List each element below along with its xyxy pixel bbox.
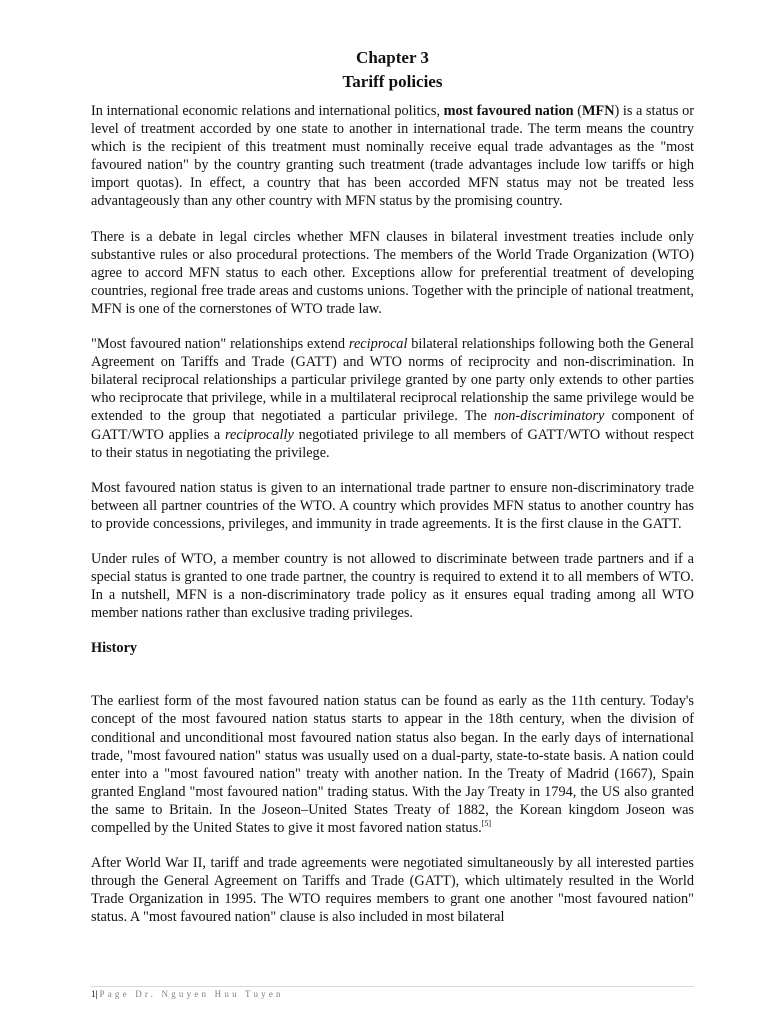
page-number: 1 [91, 989, 96, 999]
paragraph-mfn-status-given: Most favoured nation status is given to an international trade partner to ensure non-discriminatory trade between all partner countries of the WTO. A country which provides MFN status to another country has to provide concessions, privileges, and immunity in trade agreements. It is the first clause in the GATT. [91, 479, 694, 532]
chapter-title: Tariff policies [342, 72, 443, 91]
paragraph-wto-rules: Under rules of WTO, a member country is not allowed to discriminate between trade partners and if a special status is granted to one trade partner, the country is required to extend it to all members of WTO. In a nutshell, MFN is a non-discriminatory trade policy as it ensures equal trading among all WTO member nations rather than exclusive trading privileges. [91, 550, 694, 622]
paragraph-legal-debate: There is a debate in legal circles whether MFN clauses in bilateral investment treaties include only substantive rules or also procedural protections. The members of the World Trade Organization (WTO) agree to accord MFN status to each other. Exceptions allow for preferential treatment of developing countries, regional free trade areas and customs unions. Together with the principle of national treatment, MFN is one of the cornerstones of WTO trade law. [91, 228, 694, 317]
footer-separator: | [95, 989, 98, 999]
footer-text: Page Dr. Nguyen Huu Tuyen [99, 989, 284, 999]
chapter-number: Chapter 3 [356, 48, 429, 67]
citation-reference[interactable]: [5] [481, 819, 492, 829]
chapter-title-block [91, 46, 694, 94]
paragraph-mfn-definition: In international economic relations and international politics, most favoured nation (MFN) is a status or level of treatment accorded by one state to another in international trade. The term means the country which is the recipient of this treatment must nominally receive equal trade advantages as the "most favoured nation" by the country granting such treatment (trade advantages include low tariffs or high import quotas). In effect, a country that has been accorded MFN status may not be treated less advantageously than any other country with MFN status by the promising country. [91, 103, 694, 210]
paragraph-history-post-war: After World War II, tariff and trade agreements were negotiated simultaneously by all interested parties through the General Agreement on Tariffs and Trade (GATT), which ultimately resulted in the World Trade Organization in 1995. The WTO requires members to grant one another "most favoured nation" status. A "most favoured nation" clause is also included in most bilateral [91, 855, 694, 926]
page-footer [91, 986, 694, 999]
history-heading: History [91, 640, 138, 657]
paragraph-reciprocal-relationships: "Most favoured nation" relationships extend reciprocal bilateral relationships following both the General Agreement on Tariffs and Trade (GATT) and WTO norms of reciprocity and non-discrimination. In bilateral reciprocal relationships a particular privilege granted by one party only extends to other parties who reciprocate that privilege, while in a multilateral reciprocal relationship the same privilege would be extended to the group that negotiated a particular privilege. The non-discriminatory component of GATT/WTO applies a reciprocally negotiated privilege to all members of GATT/WTO without respect to their status in negotiating the privilege. [91, 336, 695, 461]
paragraph-history-early: The earliest form of the most favoured nation status can be found as early as the 11th century. Today's concept of the most favoured nation status starts to appear in the 18th century, when the division of conditional and unconditional most favoured nation status also began. In the early days of international trade, "most favoured nation" status was usually used on a dual-party, state-to-state basis. A nation could enter into a "most favoured nation" treaty with another nation. In the Treaty of Madrid (1667), Spain granted England "most favoured nation" trading status. With the Jay Treaty in 1794, the US also granted the same to Britain. In the Joseon–United States Treaty of 1882, the Korean kingdom Joseon was compelled by the United States to give it most favored nation status.[5] [91, 693, 694, 836]
document-page [91, 46, 694, 943]
